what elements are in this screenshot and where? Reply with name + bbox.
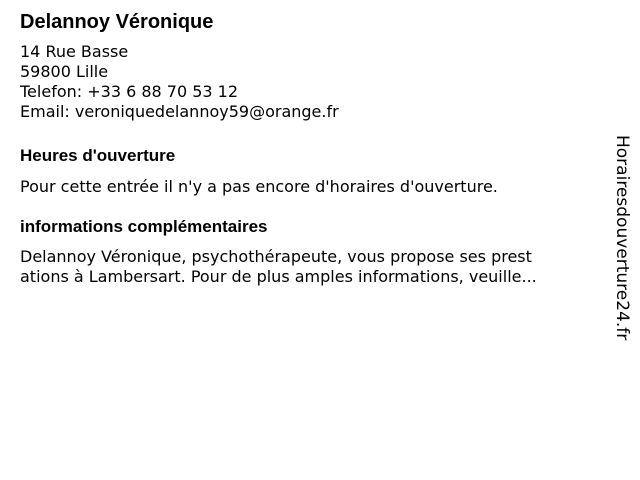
additional-info-heading: informations complémentaires — [20, 217, 268, 236]
address-street: 14 Rue Basse — [20, 42, 129, 61]
phone-line: Telefon: +33 6 88 70 53 12 — [20, 82, 239, 101]
additional-info-text — [20, 247, 580, 287]
email-line: Email: veroniquedelannoy59@orange.fr — [20, 102, 339, 121]
listing-name: Delannoy Véronique — [20, 11, 214, 33]
address-postal-city: 59800 Lille — [20, 62, 109, 81]
site-brand-label: Horairesdouverture24.fr — [612, 135, 632, 341]
opening-hours-text: Pour cette entrée il n'y a pas encore d'horaires d'ouverture. — [20, 177, 498, 196]
opening-hours-heading: Heures d'ouverture — [20, 146, 176, 165]
listing-card — [20, 10, 600, 287]
additional-info-line-2: ations à Lambersart. Pour de plus amples informations, veuille... — [20, 267, 537, 286]
additional-info-line-1: Delannoy Véronique, psychothérapeute, vous propose ses prest — [20, 247, 532, 266]
